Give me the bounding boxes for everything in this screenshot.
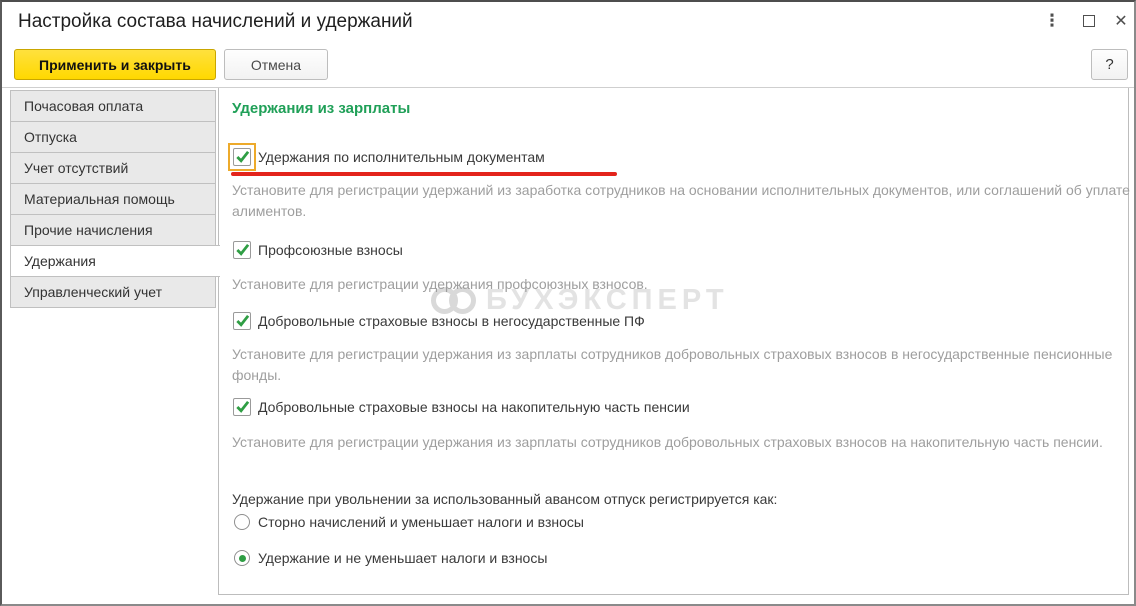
checkbox-funded-pension[interactable] [233,398,251,416]
checkbox-row-union-dues [233,241,403,259]
tab-hourly-pay[interactable] [10,90,216,122]
checkbox-row-writ-deductions [233,148,545,166]
more-menu-button[interactable] [1040,2,1064,40]
checkbox-row-funded-pension [233,398,690,416]
apply-and-close-button[interactable]: Применить и закрыть [14,49,216,80]
help-button[interactable]: ? [1091,49,1128,80]
checkbox-label[interactable]: Удержания по исполнительным документам [258,149,545,165]
checkmark-icon [235,399,250,414]
tab-management-accounting[interactable] [10,276,216,308]
radio-dot [239,555,246,562]
annotation-underline [231,172,617,176]
checkbox-description: Установите для регистрации удержания профсоюзных взносов. [232,276,648,292]
radio-row-deduction [234,550,547,566]
deductions-settings-panel [218,88,1129,595]
cancel-button[interactable]: Отмена [224,49,328,80]
tab-label: Отпуска [24,129,77,145]
checkbox-description: Установите для регистрации удержаний из заработка сотрудников на основании исполнительных документов, или соглашений об уплате алиментов. [232,182,1130,219]
section-heading: Удержания из зарплаты [232,100,411,117]
checkbox-label[interactable]: Профсоюзные взносы [258,242,403,258]
tab-label: Удержания [24,253,96,269]
tab-label: Материальная помощь [24,191,175,207]
maximize-icon [1083,15,1095,27]
kebab-menu-icon: ⋮ [1043,11,1061,30]
radio-dot [239,519,246,526]
tab-vacations[interactable] [10,121,216,153]
checkbox-label[interactable]: Добровольные страховые взносы на накопительную часть пенсии [258,399,690,415]
checkbox-row-voluntary-npf [233,312,645,330]
radio-label[interactable]: Сторно начислений и уменьшает налоги и взносы [258,514,584,530]
tab-other-accruals[interactable] [10,214,216,246]
checkmark-icon [235,149,250,164]
checkmark-icon [235,242,250,257]
checkbox-description: Установите для регистрации удержания из зарплаты сотрудников добровольных страховых взносов на накопительную часть пенсии. [232,434,1103,450]
tab-label: Учет отсутствий [24,160,129,176]
tab-material-aid[interactable] [10,183,216,215]
tab-label: Почасовая оплата [24,98,144,114]
title-bar [2,2,1134,42]
tab-label: Прочие начисления [24,222,153,238]
checkbox-voluntary-npf[interactable] [233,312,251,330]
radio-label[interactable]: Удержание и не уменьшает налоги и взносы [258,550,548,566]
tab-deductions[interactable] [10,245,220,277]
toolbar [2,42,1134,88]
settings-tab-list [10,90,219,308]
tab-absence-accounting[interactable] [10,152,216,184]
maximize-button[interactable] [1076,2,1102,40]
checkbox-description: Установите для регистрации удержания из зарплаты сотрудников добровольных страховых взносов в негосударственные пенсионные фонды. [232,346,1113,383]
checkbox-label[interactable]: Добровольные страховые взносы в негосударственные ПФ [258,313,645,329]
radio-group-label: Удержание при увольнении за использованный авансом отпуск регистрируется как: [232,491,778,507]
close-icon: ✕ [1114,13,1128,30]
close-button[interactable] [1108,2,1134,40]
checkbox-union-dues[interactable] [233,241,251,259]
radio-deduction[interactable] [234,550,250,566]
checkbox-writ-deductions[interactable] [233,148,251,166]
checkmark-icon [235,313,250,328]
window-title: Настройка состава начислений и удержаний [18,11,413,32]
radio-row-storno [234,514,584,530]
radio-storno[interactable] [234,514,250,530]
watermark-text: БУХЭКСПЕРТ [486,284,729,316]
tab-label: Управленческий учет [24,284,162,300]
